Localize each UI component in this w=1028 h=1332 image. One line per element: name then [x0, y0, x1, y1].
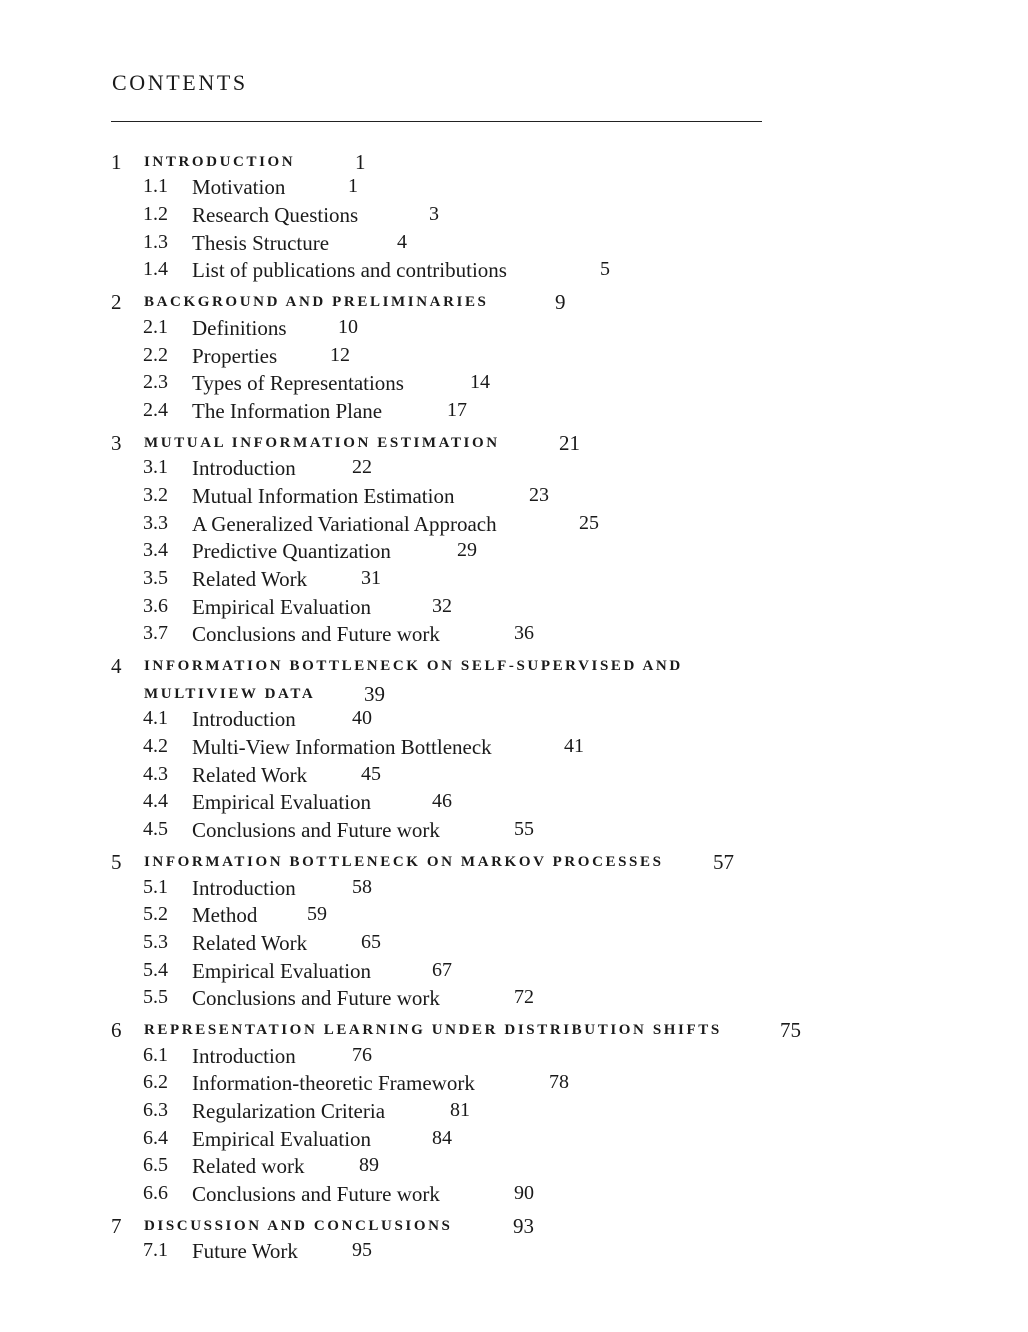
- chapter-number: 4: [111, 654, 122, 678]
- section-number: 6.2: [143, 1071, 168, 1093]
- title-rule: [111, 121, 762, 122]
- section-page: 4: [397, 231, 407, 253]
- section-number: 3.4: [143, 539, 168, 561]
- section-title: Properties: [192, 344, 278, 368]
- section-title: The Information Plane: [192, 399, 383, 423]
- section-title: Types of Representations: [192, 371, 404, 395]
- section-number: 3.5: [143, 567, 168, 589]
- section-title: Empirical Evaluation: [192, 959, 372, 983]
- section-title: Conclusions and Future work: [192, 986, 440, 1010]
- section-title: Mutual Information Estimation: [192, 484, 455, 508]
- section-title: List of publications and contributions: [192, 258, 507, 282]
- section-page: 25: [579, 512, 599, 534]
- section-number: 2.2: [143, 344, 168, 366]
- chapter-title: INTRODUCTION: [144, 154, 296, 170]
- section-page: 36: [514, 622, 534, 644]
- section-page: 22: [352, 456, 372, 478]
- section-number: 3.7: [143, 622, 168, 644]
- section-page: 95: [352, 1239, 372, 1261]
- section-page: 3: [429, 203, 439, 225]
- chapter-number: 2: [111, 290, 122, 314]
- section-number: 6.5: [143, 1154, 168, 1176]
- section-page: 67: [432, 959, 452, 981]
- section-number: 4.5: [143, 818, 168, 840]
- chapter-title: INFORMATION BOTTLENECK ON MARKOV PROCESSES: [144, 854, 664, 870]
- chapter-number: 1: [111, 150, 122, 174]
- section-title: Information-theoretic Framework: [192, 1071, 475, 1095]
- section-number: 5.5: [143, 986, 168, 1008]
- chapter-page: 1: [355, 150, 366, 174]
- section-title: Conclusions and Future work: [192, 622, 440, 646]
- chapter-number: 7: [111, 1214, 122, 1238]
- section-number: 4.1: [143, 707, 168, 729]
- section-title: Introduction: [192, 1044, 296, 1068]
- section-number: 3.6: [143, 595, 168, 617]
- section-page: 81: [450, 1099, 470, 1121]
- section-number: 6.4: [143, 1127, 168, 1149]
- section-title: Motivation: [192, 175, 286, 199]
- chapter-page: 21: [559, 431, 580, 455]
- chapter-page: 57: [713, 850, 734, 874]
- section-page: 10: [338, 316, 358, 338]
- section-page: 29: [457, 539, 477, 561]
- chapter-page: 39: [364, 682, 385, 706]
- section-title: Related Work: [192, 567, 308, 591]
- chapter-title-line2: MULTIVIEW DATA: [144, 686, 316, 702]
- section-number: 2.1: [143, 316, 168, 338]
- section-page: 90: [514, 1182, 534, 1204]
- section-number: 4.3: [143, 763, 168, 785]
- section-number: 3.1: [143, 456, 168, 478]
- chapter-page: 75: [780, 1018, 801, 1042]
- section-number: 1.2: [143, 203, 168, 225]
- section-page: 46: [432, 790, 452, 812]
- chapter-number: 3: [111, 431, 122, 455]
- section-title: Introduction: [192, 456, 296, 480]
- section-title: Research Questions: [192, 203, 359, 227]
- chapter-title-line1: INFORMATION BOTTLENECK ON SELF-SUPERVISED AND: [144, 658, 683, 674]
- section-title: Introduction: [192, 876, 296, 900]
- page-title: CONTENTS: [112, 70, 248, 95]
- section-title: Conclusions and Future work: [192, 1182, 440, 1206]
- section-number: 4.2: [143, 735, 168, 757]
- section-page: 78: [549, 1071, 569, 1093]
- section-number: 2.4: [143, 399, 168, 421]
- section-title: Definitions: [192, 316, 287, 340]
- section-page: 1: [348, 175, 358, 197]
- section-title: Method: [192, 903, 258, 927]
- section-number: 1.4: [143, 258, 168, 280]
- chapter-title: MUTUAL INFORMATION ESTIMATION: [144, 435, 500, 451]
- section-page: 76: [352, 1044, 372, 1066]
- section-page: 59: [307, 903, 327, 925]
- section-title: Related Work: [192, 931, 308, 955]
- section-number: 5.4: [143, 959, 168, 981]
- section-title: Predictive Quantization: [192, 539, 391, 563]
- section-title: Introduction: [192, 707, 296, 731]
- section-title: Related Work: [192, 763, 308, 787]
- chapter-number: 5: [111, 850, 122, 874]
- section-page: 84: [432, 1127, 452, 1149]
- section-title: A Generalized Variational Approach: [192, 512, 497, 536]
- section-page: 58: [352, 876, 372, 898]
- section-title: Empirical Evaluation: [192, 1127, 372, 1151]
- section-page: 41: [564, 735, 584, 757]
- section-page: 5: [600, 258, 610, 280]
- section-title: Regularization Criteria: [192, 1099, 386, 1123]
- section-number: 5.3: [143, 931, 168, 953]
- section-title: Thesis Structure: [192, 231, 330, 255]
- chapter-page: 9: [555, 290, 566, 314]
- section-page: 31: [361, 567, 381, 589]
- section-title: Conclusions and Future work: [192, 818, 440, 842]
- section-number: 5.1: [143, 876, 168, 898]
- section-page: 12: [330, 344, 350, 366]
- section-number: 6.6: [143, 1182, 168, 1204]
- section-number: 6.3: [143, 1099, 168, 1121]
- chapter-title: REPRESENTATION LEARNING UNDER DISTRIBUTION SHIFTS: [144, 1022, 722, 1038]
- chapter-number: 6: [111, 1018, 122, 1042]
- section-number: 5.2: [143, 903, 168, 925]
- chapter-page: 93: [513, 1214, 534, 1238]
- section-number: 1.1: [143, 175, 168, 197]
- section-page: 23: [529, 484, 549, 506]
- section-page: 72: [514, 986, 534, 1008]
- section-title: Empirical Evaluation: [192, 790, 372, 814]
- section-title: Empirical Evaluation: [192, 595, 372, 619]
- section-page: 45: [361, 763, 381, 785]
- chapter-title: BACKGROUND AND PRELIMINARIES: [144, 294, 489, 310]
- section-title: Related work: [192, 1154, 305, 1178]
- section-number: 3.2: [143, 484, 168, 506]
- section-number: 1.3: [143, 231, 168, 253]
- section-page: 14: [470, 371, 490, 393]
- section-number: 2.3: [143, 371, 168, 393]
- section-page: 65: [361, 931, 381, 953]
- section-page: 55: [514, 818, 534, 840]
- chapter-title: DISCUSSION AND CONCLUSIONS: [144, 1218, 453, 1234]
- section-number: 4.4: [143, 790, 168, 812]
- section-title: Future Work: [192, 1239, 298, 1263]
- section-page: 89: [359, 1154, 379, 1176]
- section-page: 17: [447, 399, 467, 421]
- section-number: 7.1: [143, 1239, 168, 1261]
- section-page: 40: [352, 707, 372, 729]
- section-number: 3.3: [143, 512, 168, 534]
- section-title: Multi-View Information Bottleneck: [192, 735, 492, 759]
- section-page: 32: [432, 595, 452, 617]
- section-number: 6.1: [143, 1044, 168, 1066]
